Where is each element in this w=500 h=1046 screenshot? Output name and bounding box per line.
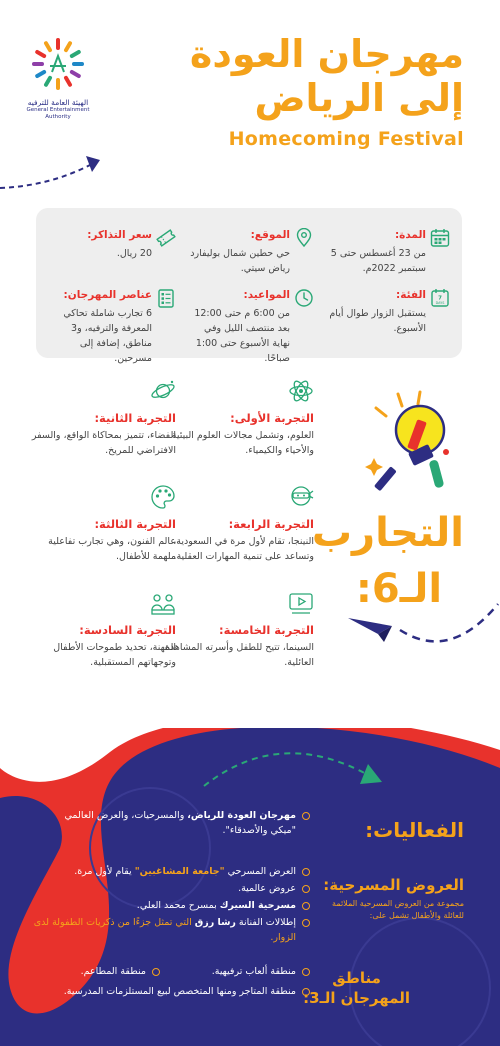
- checklist-icon: [156, 288, 176, 308]
- org-name-en: General Entertainment Authority: [26, 107, 90, 120]
- experience-3: [26, 484, 176, 564]
- experience-3-title: التجربة الثالثة:: [94, 517, 176, 531]
- palette-icon: [150, 484, 176, 510]
- theater-item-3-post: بمسرح محمد العلي.: [136, 900, 220, 911]
- experience-3-text: عالم الفنون، وهي تجارب تفاعلية ملهمة للأطفال.: [48, 536, 176, 562]
- experience-4-title: التجربة الرابعة:: [228, 517, 314, 531]
- lightbulb-icon: [358, 388, 468, 498]
- experience-1: [164, 378, 314, 458]
- zones-list-2: [40, 964, 160, 981]
- ticket-icon: [156, 228, 176, 248]
- org-name-ar: الهيئة العامة للترفيه: [27, 98, 89, 107]
- svg-text:7: 7: [438, 295, 442, 302]
- category-label: الفئة:: [396, 289, 426, 301]
- experience-4-text: النينجا، تقام لأول مرة في السعودية، وتساعد على تنمية المهارات العقلية.: [173, 536, 314, 562]
- theater-item-2: [30, 881, 310, 896]
- theater-item-3: [30, 898, 310, 913]
- zones-list-1: [180, 964, 310, 981]
- times-value: من 6:00 م حتى 12:00 بعد منتصف الليل وفي نهاية الأسبوع حتى 1:00 صباحًا.: [194, 308, 290, 364]
- theater-heading: العروض المسرحية:: [323, 876, 464, 894]
- experience-6-text: المهنة، تحديد طموحات الأطفال وتوجهاتهم المستقبلية.: [53, 642, 176, 668]
- gea-logo-mark: [23, 34, 93, 92]
- clock-icon: [294, 288, 314, 308]
- theater-item-3-bold: مسرحية السيرك: [219, 900, 296, 911]
- activities-item-1: [50, 808, 310, 838]
- experience-6-title: التجربة السادسة:: [79, 623, 176, 637]
- zones-heading: [303, 968, 410, 1008]
- theater-item-1-bold: "جامعة المشاغبين": [134, 866, 225, 877]
- experiences-heading-line1: التجارب: [311, 510, 464, 556]
- elements-label: عناصر المهرجان:: [63, 289, 152, 301]
- activities-section: [0, 728, 500, 1046]
- theater-subtitle: مجموعة من العروض المسرحية الملائمة للعائلة والأطفال تشمل على:: [332, 899, 464, 920]
- info-duration: [325, 228, 450, 276]
- experience-2-title: التجربة الثانية:: [94, 411, 176, 425]
- zone-item-2: منطقة المطاعم.: [40, 964, 160, 979]
- title-line-1: مهرجان العودة: [189, 32, 464, 76]
- theater-item-4-pre: إطلالات الفنانة: [235, 917, 296, 928]
- tickets-label: سعر التذاكر:: [87, 229, 152, 241]
- seven-days-calendar-icon: [430, 288, 450, 308]
- title-english: Homecoming Festival: [228, 128, 464, 150]
- calendar-icon: [430, 228, 450, 248]
- title-line-2: إلى الرياض: [254, 76, 464, 120]
- experience-1-title: التجربة الأولى:: [230, 411, 314, 425]
- info-category: [325, 288, 450, 336]
- theater-item-4-bold: رشا رزق: [194, 917, 236, 928]
- info-times: [189, 288, 314, 366]
- atom-icon: [288, 378, 314, 404]
- experience-5: [164, 590, 314, 670]
- cinema-icon: [288, 590, 314, 616]
- dashed-arrow-green: [200, 736, 390, 806]
- duration-label: المدة:: [394, 229, 426, 241]
- experience-1-text: العلوم، وتشمل مجالات العلوم البيئية والأحياء والكيمياء.: [171, 430, 314, 456]
- theater-item-4-post: التي تمثل جزءًا من ذكريات الطفولة لدى الزوار.: [33, 917, 296, 943]
- experience-2: [26, 378, 176, 458]
- info-tickets: [51, 228, 176, 261]
- category-value: يستقبل الزوار طوال أيام الأسبوع.: [329, 308, 426, 334]
- info-location: [189, 228, 314, 276]
- activities-item-1-rest: والمسرحيات، والعرض العالمي "ميكي والأصدقاء".: [64, 810, 296, 836]
- gea-logo: [18, 34, 98, 120]
- theater-item-1-pre: العرض المسرحي: [224, 866, 296, 877]
- zones-list-3: [30, 984, 310, 1001]
- zones-heading-line1: مناطق: [332, 969, 381, 987]
- experience-5-title: التجربة الخامسة:: [219, 623, 314, 637]
- ninja-icon: [288, 484, 314, 510]
- times-label: المواعيد:: [243, 289, 290, 301]
- theater-item-1: [30, 864, 310, 879]
- activities-list: [50, 808, 310, 840]
- zones-heading-line2: المهرجان الـ3:: [303, 989, 410, 1007]
- location-label: الموقع:: [250, 229, 290, 241]
- theater-item-4: [30, 915, 310, 945]
- experience-4: [164, 484, 314, 564]
- planet-icon: [150, 378, 176, 404]
- activities-heading: الفعاليات:: [365, 818, 464, 842]
- theater-list: [30, 864, 310, 947]
- location-pin-icon: [294, 228, 314, 248]
- location-value: حي حطين شمال بوليفارد رياض سيتي.: [190, 248, 290, 274]
- elements-value: 6 تجارب شاملة تحاكي المعرفة والترفيه، و3 مناطق، إضافة إلى مسرحين.: [63, 308, 152, 364]
- experience-5-text: السينما، تتيح للطفل وأسرته المشاهدة العائلية.: [164, 642, 314, 668]
- dashed-arrow-top: [0, 146, 110, 196]
- professions-icon: [150, 590, 176, 616]
- paper-plane-icon: [340, 590, 500, 660]
- experience-2-text: الفضاء، تتميز بمحاكاة الواقع، والسفر الافتراضي للمريخ.: [31, 430, 176, 456]
- tickets-value: 20 ريال.: [116, 248, 152, 259]
- theater-item-1-post: يقام لأول مرة.: [74, 866, 135, 877]
- experience-6: [26, 590, 176, 670]
- zone-item-3: منطقة المتاجر ومنها المتخصص لبيع المستلزمات المدرسية.: [30, 984, 310, 999]
- duration-value: من 23 أغسطس حتى 5 سبتمبر 2022م.: [330, 248, 426, 274]
- info-box: [36, 208, 462, 364]
- info-elements: [51, 288, 176, 366]
- zone-item-1: منطقة ألعاب ترفيهية.: [180, 964, 310, 979]
- activities-item-1-bold: مهرجان العودة للرياض،: [187, 810, 296, 821]
- svg-text:DAYS: DAYS: [435, 301, 445, 306]
- experiences-heading-line2: الـ6:: [355, 566, 443, 612]
- theater-item-2-pre: عروض عالمية.: [238, 883, 296, 894]
